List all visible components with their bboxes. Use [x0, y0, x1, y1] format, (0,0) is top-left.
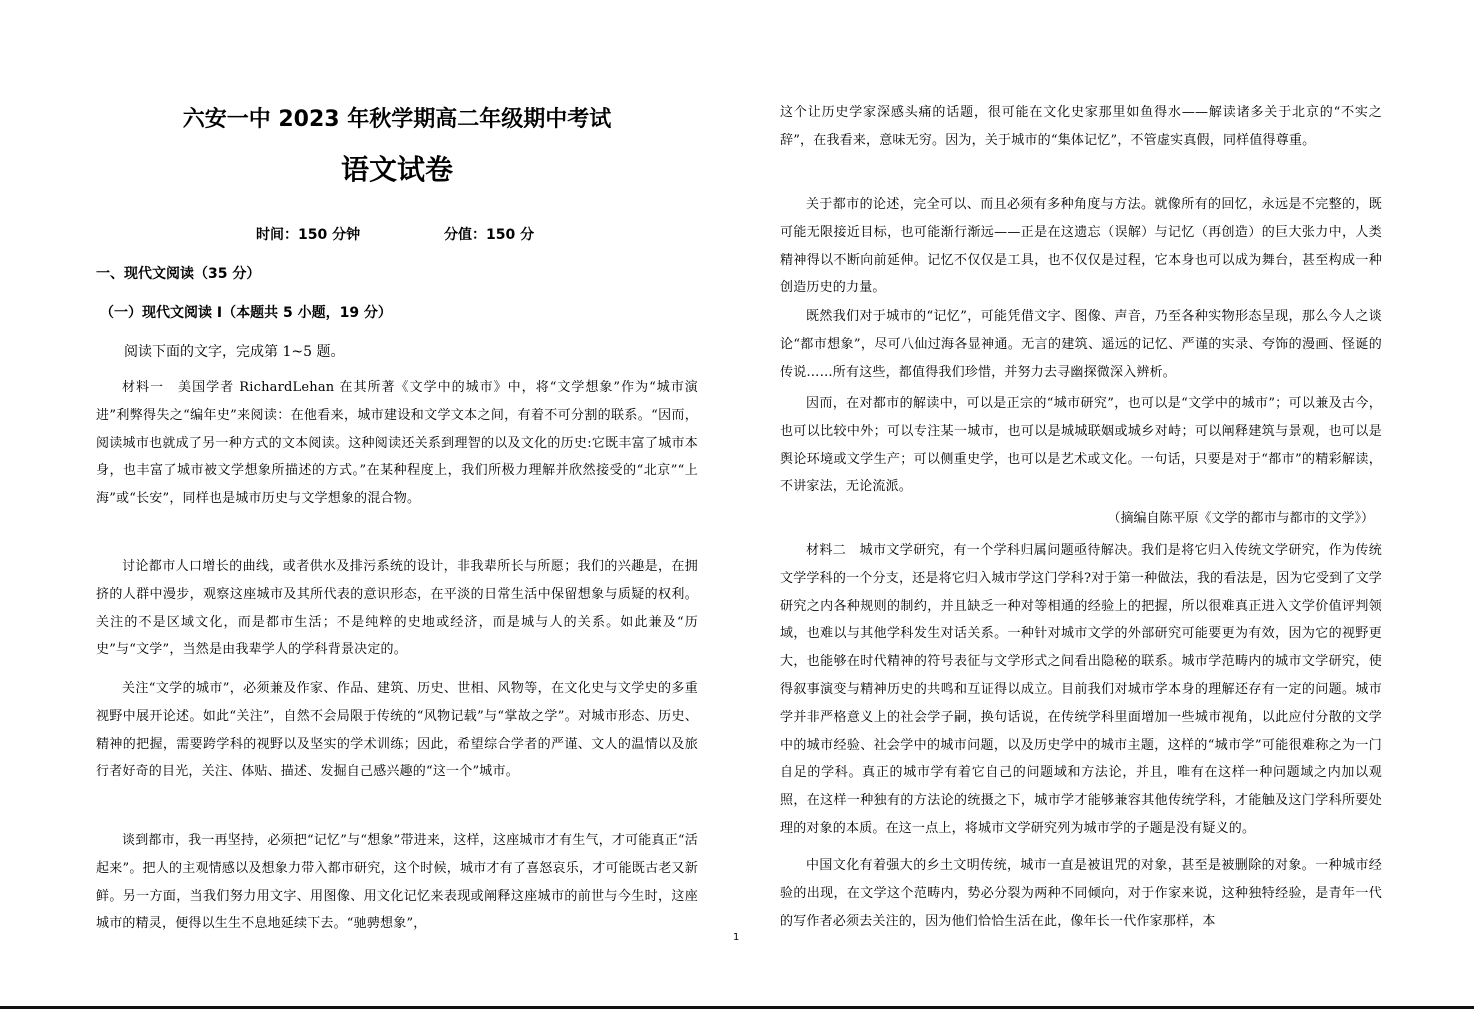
right-paragraph: 关于都市的论述，完全可以、而且必须有多种角度与方法。就像所有的回忆，永远是不完整的，既可能无限接近目标，也可能渐行渐远——正是在这遗忘（误解）与记忆（再创造）的巨大张力中，人类精神得以不断向前延伸。记忆不仅仅是工具，也不仅仅是过程，它本身也可以成为舞台，甚至构成一种创造历史的力量。: [780, 197, 1382, 296]
exam-time: 时间：150 分钟: [256, 227, 361, 243]
right-paragraph: 既然我们对于城市的“记忆”，可能凭借文字、图像、声音，乃至各种实物形态呈现，那么今人之谈论“都市想象”，尽可八仙过海各显神通。无言的建筑、遥远的记忆、严谨的实录、夸饰的漫画、怪诞的传说……所有这些，都值得我们珍惜，并努力去寻幽探微深入辨析。: [780, 309, 1382, 380]
sub-section-heading: （一）现代文阅读 I（本题共 5 小题，19 分）: [100, 305, 392, 321]
exam-subtitle: 语文试卷: [340, 153, 453, 186]
left-paragraph: 讨论都市人口增长的曲线，或者供水及排污系统的设计，非我辈所长与所愿；我们的兴趣是，在拥挤的人群中漫步，观察这座城市及其所代表的意识形态，在平淡的日常生活中保留想象与质疑的权利。关注的不是区域文化，而是都市生活；不是纯粹的史地或经济，而是城与人的关系。如此兼及“历史”与“文学”，当然是由我辈学人的学科背景决定的。: [96, 559, 698, 658]
right-paragraph: 因而，在对都市的解读中，可以是正宗的“城市研究”，也可以是“文学中的城市”；可以兼及古今，也可以比较中外；可以专注某一城市，也可以是城城联姻或城乡对峙；可以阐释建筑与景观，也可以是舆论环境或文学生产；可以侧重史学，也可以是艺术或文化。一句话，只要是对于“都市”的精彩解读，不讲家法，无论流派。: [780, 396, 1382, 495]
right-paragraph: 这个让历史学家深感头痛的话题，很可能在文化史家那里如鱼得水——解读诸多关于北京的“不实之辞”，在我看来，意味无穷。因为，关于城市的“集体记忆”，不管虚实真假，同样值得尊重。: [780, 105, 1382, 148]
exam-score: 分值：150 分: [444, 227, 535, 243]
section-heading: 一、现代文阅读（35 分）: [96, 266, 261, 282]
reading-instruction: 阅读下面的文字，完成第 1~5 题。: [124, 344, 345, 360]
right-paragraph: 中国文化有着强大的乡土文明传统，城市一直是被诅咒的对象，甚至是被删除的对象。一种城市经验的出现，在文学这个范畴内，势必分裂为两种不同倾向，对于作家来说，这种独特经验，是青年一代的写作者必须去关注的，因为他们恰恰生活在此，像年长一代作家那样，本: [780, 858, 1382, 929]
exam-title: 六安一中 2023 年秋学期高二年级期中考试: [182, 107, 612, 132]
source-note: （摘编自陈平原《文学的都市与都市的文学》）: [1107, 511, 1374, 526]
right-paragraph: 材料二 城市文学研究，有一个学科归属问题亟待解决。我们是将它归入传统文学研究，作为传统文学学科的一个分支，还是将它归入城市学这门学科?对于第一种做法，我的看法是，因为它受到了文学研究之内各种规则的制约，并且缺乏一种对等相通的经验上的把握，所以很难真正进入文学价值评判领域，也难以与其他学科发生对话关系。一种针对城市文学的外部研究可能要更为有效，因为它的视野更大，也能够在时代精神的符号表征与文学形式之间看出隐秘的联系。城市学范畴内的城市文学研究，使得叙事演变与精神历史的共鸣和互证得以成立。目前我们对城市学本身的理解还存有一定的问题。城市学并非严格意义上的社会学子嗣，换句话说，在传统学科里面增加一些城市视角，以此应付分散的文学中的城市经验、社会学中的城市问题，以及历史学中的城市主题，这样的“城市学”可能很难称之为一门自足的学科。真正的城市学有着它自己的问题域和方法论，并且，唯有在这样一种问题域之内加以观照，在这样一种独有的方法论的统摄之下，城市学才能够兼容其他传统学科，才能触及这门学科所要处理的对象的本质。在这一点上，将城市文学研究列为城市学的子题是没有疑义的。: [780, 543, 1382, 836]
left-paragraph: 谈到都市，我一再坚持，必须把“记忆”与“想象”带进来，这样，这座城市才有生气，才可能真正“活起来”。把人的主观情感以及想象力带入都市研究，这个时候，城市才有了喜怒哀乐，才可能既古老又新鲜。另一方面，当我们努力用文字、用图像、用文化记忆来表现或阐释这座城市的前世与今生时，这座城市的精灵，便得以生生不息地延续下去。“驰骋想象”，: [96, 833, 698, 932]
page-number: 1: [733, 932, 740, 943]
left-paragraph: 材料一 美国学者 RichardLehan 在其所著《文学中的城市》中，将“文学想象”作为“城市演进”利弊得失之“编年史”来阅读：在他看来，城市建设和文学文本之间，有着不可分割的联系。“因而，阅读城市也就成了另一种方式的文本阅读。这种阅读还关系到理智的以及文化的历史:它既丰富了城市本身，也丰富了城市被文学想象所描述的方式。”在某种程度上，我们所极力理解并欣然接受的“北京”“上海”或“长安”，同样也是城市历史与文学想象的混合物。: [96, 380, 698, 507]
left-paragraph: 关注“文学的城市”，必须兼及作家、作品、建筑、历史、世相、风物等，在文化史与文学史的多重视野中展开论述。如此“关注”，自然不会局限于传统的“风物记载”与“掌故之学”。对城市形态、历史、精神的把握，需要跨学科的视野以及坚实的学术训练；因此，希望综合学者的严谨、文人的温情以及旅行者好奇的目光，关注、体贴、描述、发掘自己感兴趣的“这一个”城市。: [96, 681, 698, 780]
